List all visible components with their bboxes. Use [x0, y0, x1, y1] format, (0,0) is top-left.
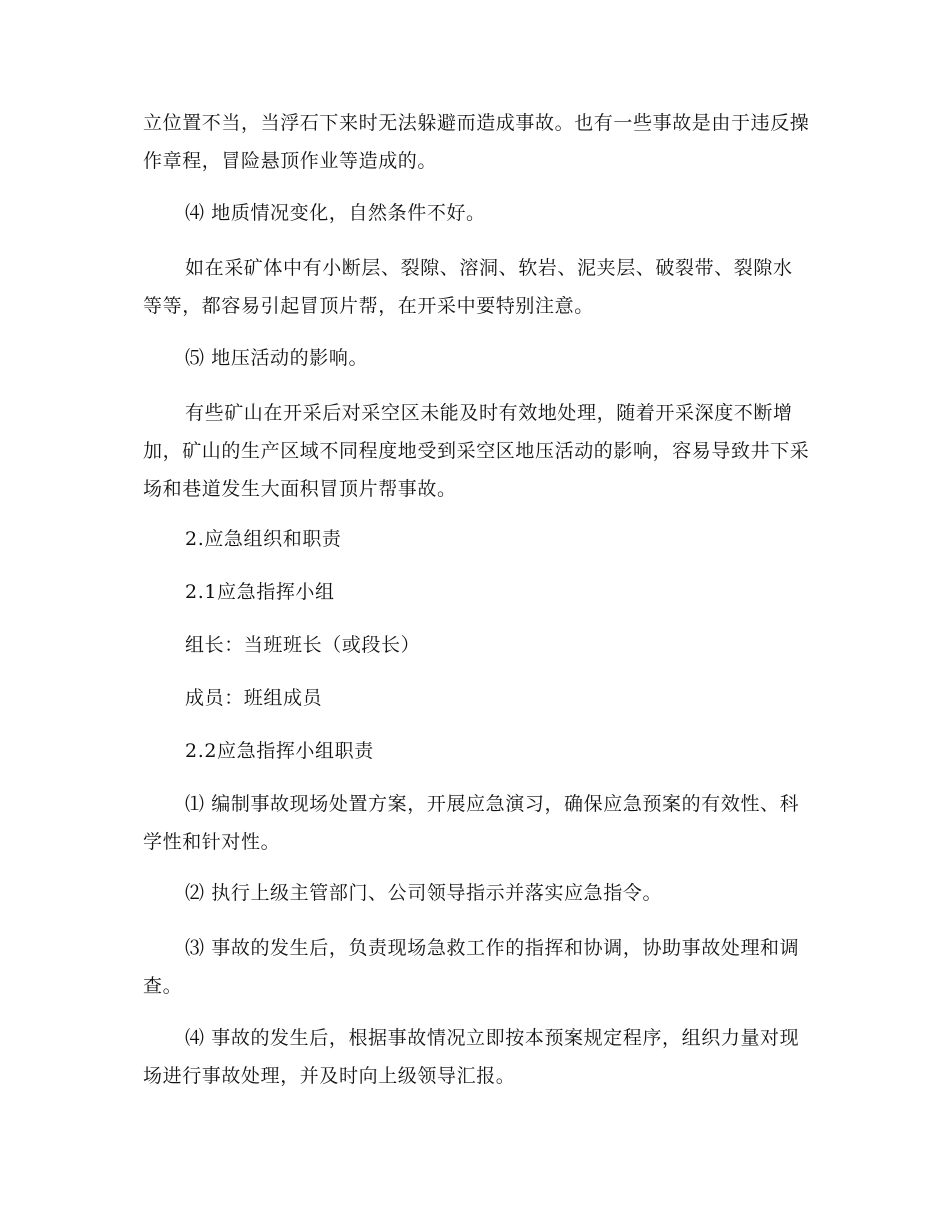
list-item-duty-1: ⑴ 编制事故现场处置方案，开展应急演习，确保应急预案的有效性、科学性和针对性。	[143, 793, 800, 853]
paragraph-group-members: 成员：班组成员	[185, 687, 323, 709]
paragraph-ground-pressure-detail: 有些矿山在开采后对采空区未能及时有效地处理，随着开采深度不断增加，矿山的生产区域不同程度地受到采空区地压活动的影响，容易导致井下采场和巷道发生大面积冒顶片帮事故。	[143, 402, 810, 500]
subsection-heading-group-duties: 2.2应急指挥小组职责	[185, 740, 374, 762]
list-item-ground-pressure: ⑸ 地压活动的影响。	[185, 347, 369, 369]
list-item-geology-change: ⑷ 地质情况变化，自然条件不好。	[185, 202, 486, 224]
paragraph-group-leader: 组长：当班班长（或段长）	[185, 634, 421, 656]
subsection-heading-command-group: 2.1应急指挥小组	[185, 581, 335, 603]
paragraph-geology-detail: 如在采矿体中有小断层、裂隙、溶洞、软岩、泥夹层、破裂带、裂隙水等等，都容易引起冒顶片帮，在开采中要特别注意。	[143, 257, 793, 317]
list-item-duty-2: ⑵ 执行上级主管部门、公司领导指示并落实应急指令。	[185, 882, 663, 904]
paragraph-roof-fall-causes-cont: 立位置不当，当浮石下来时无法躲避而造成事故。也有一些事故是由于违反操作章程，冒险悬顶作业等造成的。	[143, 112, 810, 172]
list-item-duty-3: ⑶ 事故的发生后，负责现场急救工作的指挥和协调，协助事故处理和调查。	[143, 937, 800, 997]
list-item-duty-4: ⑷ 事故的发生后，根据事故情况立即按本预案规定程序，组织力量对现场进行事故处理，并及时向上级领导汇报。	[143, 1027, 800, 1087]
section-heading-emergency-organization: 2.应急组织和职责	[185, 528, 342, 550]
